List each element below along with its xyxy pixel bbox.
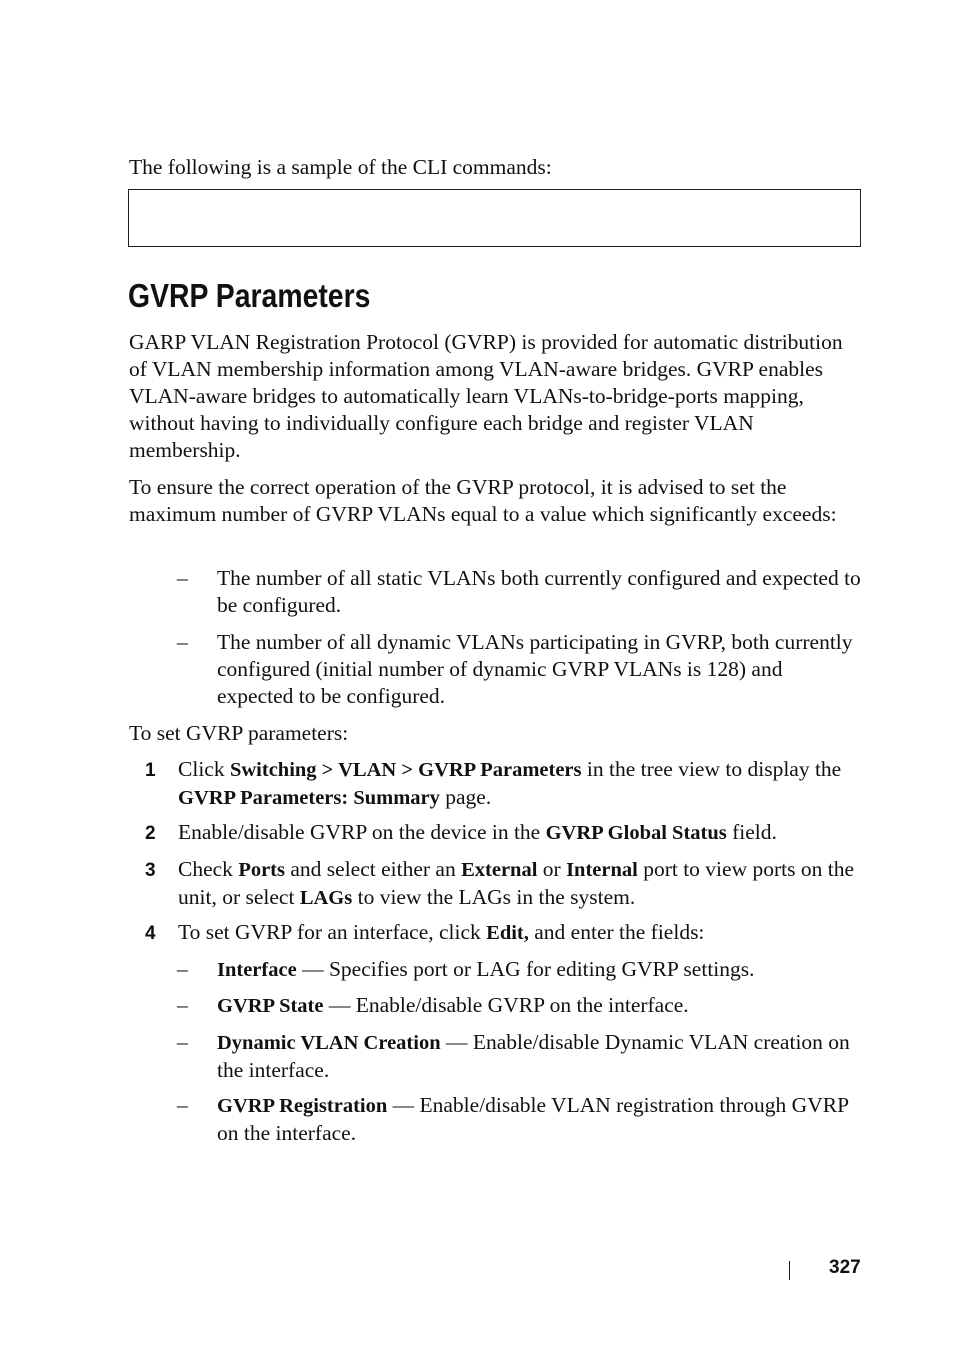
field-name: GVRP Global Status [545,822,727,844]
cli-command-box [128,189,861,247]
set-parameters-intro: To set GVRP parameters: [129,721,349,745]
bullet-dash: – [177,630,188,654]
bullet-dynamic-vlans: The number of all dynamic VLANs participating in GVRP, both currently configured (initial number of dynamic GVRP VLANs is 128) and expected to be configured. [217,630,853,708]
gvrp-description-paragraph: GARP VLAN Registration Protocol (GVRP) is provided for automatic distribution of VLAN membership information among VLAN-aware bridges. GVRP enables VLAN-aware bridges to automatically learn VLANs-to-bridge-ports mapping, without having to individually configure each bridge and register VLAN membership. [129,330,843,462]
gvrp-advice-paragraph: To ensure the correct operation of the GVRP protocol, it is advised to set the maximum number of GVRP VLANs equal to a value which significantly exceeds: [129,475,837,526]
bullet-dash: – [177,1093,188,1117]
field-interface: Interface — Specifies port or LAG for editing GVRP settings. [217,957,755,981]
bullet-static-vlans: The number of all static VLANs both currently configured and expected to be configured. [217,566,861,617]
bullet-dash: – [177,957,188,981]
field-gvrp-state: GVRP State — Enable/disable GVRP on the interface. [217,993,689,1017]
step-4: To set GVRP for an interface, click Edit, and enter the fields: [178,920,705,944]
page-name: GVRP Parameters: Summary [178,787,440,809]
bullet-dash: – [177,566,188,590]
section-heading: GVRP Parameters [128,277,371,314]
step-number: 4 [145,923,156,944]
step-number: 1 [145,760,156,781]
bullet-dash: – [177,993,188,1017]
step-3: Check Ports and select either an External or Internal port to view ports on the unit, or select LAGs to view the LAGs in the system. [178,857,854,909]
step-number: 3 [145,860,156,881]
step-1: Click Switching > VLAN > GVRP Parameters in the tree view to display the GVRP Parameters: Summary page. [178,757,842,809]
footer-divider [789,1261,790,1280]
step-2: Enable/disable GVRP on the device in the GVRP Global Status field. [178,820,777,844]
menu-path: Switching > VLAN > GVRP Parameters [229,759,582,781]
page-number: 327 [829,1257,861,1278]
step-number: 2 [145,823,156,844]
cli-intro-text: The following is a sample of the CLI commands: [129,155,552,179]
field-dynamic-vlan-creation: Dynamic VLAN Creation — Enable/disable Dynamic VLAN creation on the interface. [217,1030,850,1082]
bullet-dash: – [177,1030,188,1054]
field-gvrp-registration: GVRP Registration — Enable/disable VLAN registration through GVRP on the interface. [217,1093,849,1145]
